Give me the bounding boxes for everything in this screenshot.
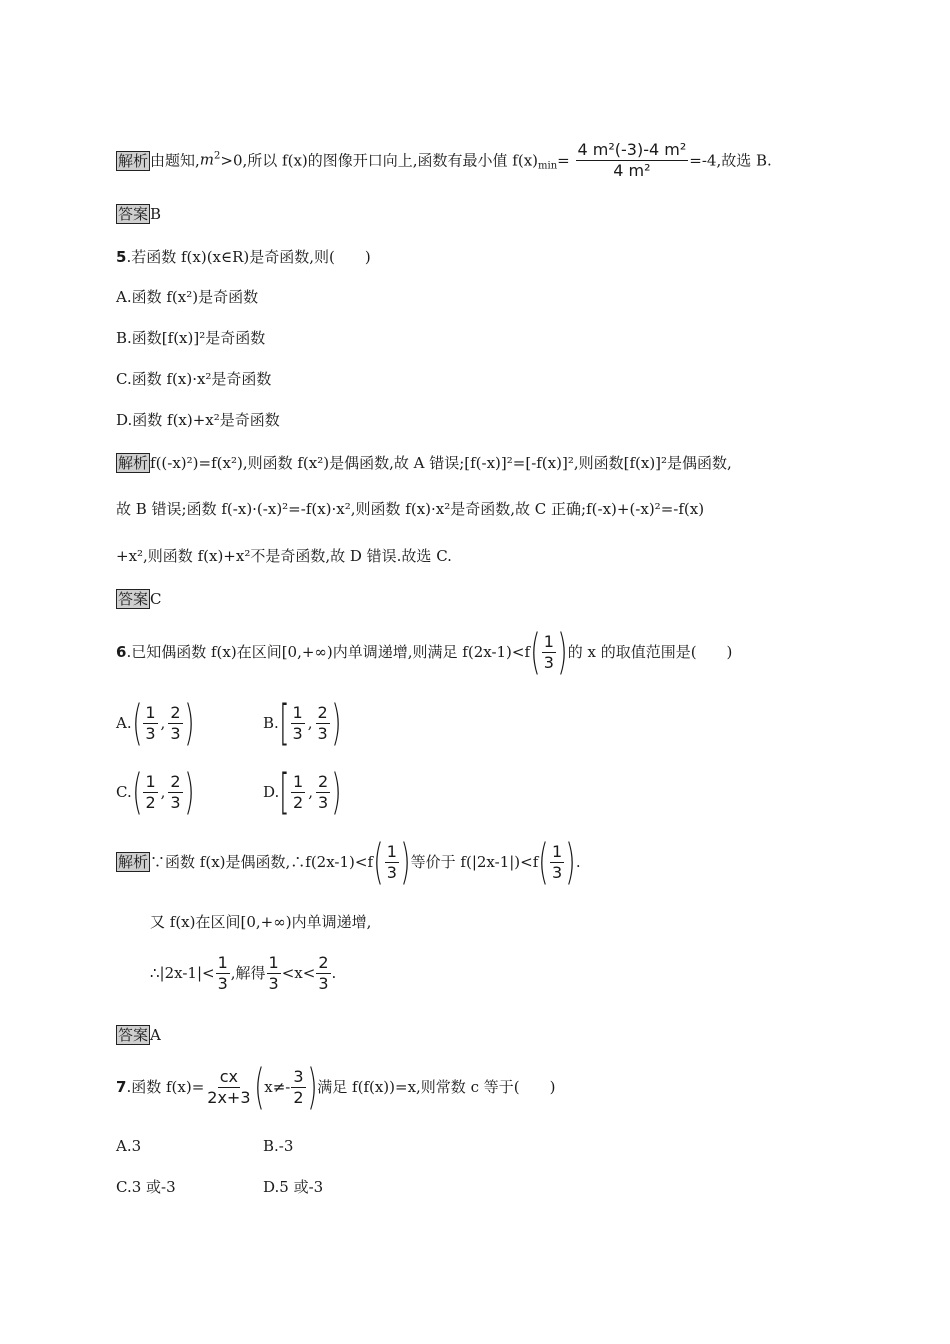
denominator: 3 — [268, 973, 279, 993]
denominator: 3 — [543, 652, 554, 672]
fraction — [291, 1067, 305, 1108]
q6-stem-text: .已知偶函数 f(x)在区间[0,+∞)内单调递增,则满足 f(2x-1)<f — [126, 643, 531, 661]
fraction — [542, 632, 556, 673]
q6-option-c — [116, 764, 195, 820]
option-letter: D. — [263, 783, 280, 801]
paren-right: ) — [565, 834, 576, 890]
numerator: 1 — [217, 952, 228, 972]
q7-condition — [253, 1059, 318, 1115]
q4-answer: B — [150, 205, 162, 223]
q5-analysis-line-1 — [116, 452, 732, 473]
denominator: 3 — [292, 723, 303, 743]
fraction — [216, 953, 230, 994]
q4-min-subscript: min — [538, 160, 558, 172]
numerator: 1 — [268, 952, 279, 972]
paren-left: ( — [131, 764, 143, 820]
q4-analysis-text: 由题知, — [150, 151, 200, 170]
q6-stem-text-2: 的 x 的取值范围是( ) — [567, 643, 733, 661]
answer-tag: 答案 — [118, 1026, 149, 1044]
analysis-tag: 解析 — [118, 853, 149, 871]
q7-number: 7 — [116, 1078, 127, 1096]
denominator: 2 — [293, 1087, 304, 1107]
q5-answer-line — [116, 588, 162, 609]
text: <x< — [281, 964, 316, 982]
q7-option-b: B.-3 — [263, 1137, 294, 1155]
q6-option-b — [263, 695, 342, 751]
q6-analysis-line-2: 又 f(x)在区间[0,+∞)内单调递增, — [150, 913, 372, 931]
q6-one-third — [530, 624, 568, 680]
analysis-tag: 解析 — [118, 454, 149, 472]
q7-stem — [116, 1059, 556, 1115]
denominator: 2 — [293, 792, 304, 812]
q5-option-b: B.函数[f(x)]²是奇函数 — [116, 329, 266, 347]
paren-left: ( — [538, 834, 549, 890]
q4-equals: = — [557, 151, 570, 170]
q7-stem-text-2: 满足 f(f(x))=x,则常数 c 等于( ) — [317, 1078, 556, 1096]
numerator: 2 — [317, 771, 329, 791]
q4-answer-line — [116, 203, 161, 224]
numerator: 2 — [170, 702, 181, 722]
q7-option-d: D.5 或-3 — [263, 1178, 324, 1196]
denominator: 3 — [317, 723, 328, 743]
paren-right: ) — [400, 834, 411, 890]
q6-answer: A — [150, 1026, 161, 1044]
denominator: 2x+3 — [207, 1087, 251, 1107]
paren-left: ( — [253, 1059, 265, 1115]
answer-tag: 答案 — [118, 590, 149, 608]
fraction — [550, 842, 564, 883]
comma: , — [160, 714, 166, 732]
q7-option-c: C.3 或-3 — [116, 1178, 176, 1196]
numerator: 1 — [145, 771, 156, 791]
fraction — [291, 703, 305, 744]
paren-right: ) — [330, 695, 342, 751]
interval — [131, 695, 195, 751]
denominator: 3 — [386, 862, 397, 882]
q7-stem-text: .函数 f(x)= — [126, 1078, 205, 1096]
paren-right: ) — [183, 764, 195, 820]
numerator: 2 — [318, 952, 329, 972]
option-letter: C. — [116, 783, 132, 801]
q7-fraction — [205, 1067, 252, 1108]
fraction — [316, 772, 330, 813]
paren-right: ) — [331, 764, 342, 820]
comma: , — [308, 783, 313, 801]
fraction — [143, 703, 157, 744]
denominator: 3 — [170, 792, 181, 812]
q5-answer: C — [150, 590, 162, 608]
q6-answer-line — [116, 1024, 161, 1045]
q4-analysis-line: 解析 由题知$,m^2>0$,所以 f(x)的图像开口向上,函数有最小值 $f(x)_{min}=$ $\frac{\text{4 m²(-3)-4 m²}}{\text{4 m²}}$ =-4,故选 B. — [118, 140, 772, 180]
answer-tag: 答案 — [118, 205, 149, 223]
comma: , — [160, 783, 166, 801]
numerator: cx — [219, 1066, 239, 1086]
paren-right: ) — [306, 1059, 318, 1115]
analysis-tag: 解析 — [118, 151, 149, 170]
q6-analysis-line-1 — [116, 834, 581, 890]
paren-left: ( — [373, 834, 384, 890]
numerator: 1 — [386, 841, 397, 861]
numerator: 1 — [145, 702, 156, 722]
numerator: 2 — [317, 702, 328, 722]
q6-analysis-text-2: 等价于 f(|2x-1|)<f — [410, 853, 539, 871]
q6-one-third — [373, 834, 411, 890]
q4-analysis-text2: >0,所以 f(x)的图像开口向上,函数有最小值 f(x) — [220, 151, 539, 170]
denominator: 2 — [145, 792, 156, 812]
q5-option-a: A.函数 f(x²)是奇函数 — [116, 288, 259, 306]
numerator: 3 — [293, 1066, 304, 1086]
q4-fraction-numerator: 4 m²(-3)-4 m² — [577, 140, 687, 159]
interval — [279, 695, 342, 751]
q5-number: 5 — [116, 248, 127, 266]
q4-m: m — [199, 150, 215, 169]
q5-analysis-text-1: f((-x)²)=f(x²),则函数 f(x²)是偶函数,故 A 错误;[f(-x)]²=[-f(x)]²,则函数[f(x)]²是偶函数, — [150, 454, 732, 472]
q4-analysis-end: =-4,故选 B. — [689, 151, 772, 170]
q6-analysis-text-1: ∵函数 f(x)是偶函数,∴f(2x-1)<f — [150, 853, 373, 871]
numerator: 1 — [552, 841, 563, 861]
denominator: 3 — [217, 973, 228, 993]
q6-option-a — [116, 695, 195, 751]
q5-option-c: C.函数 f(x)·x²是奇函数 — [116, 370, 272, 388]
q5-stem-text: .若函数 f(x)(x∈R)是奇函数,则( ) — [126, 248, 371, 266]
q6-number: 6 — [116, 643, 127, 661]
q7-option-a: A.3 — [116, 1137, 142, 1155]
paren-right: ) — [557, 624, 568, 680]
fraction — [385, 842, 399, 883]
fraction — [291, 772, 305, 813]
fraction — [168, 772, 182, 813]
q5-analysis-line-3: +x²,则函数 f(x)+x²不是奇函数,故 D 错误.故选 C. — [116, 547, 452, 565]
q5-option-d: D.函数 f(x)+x²是奇函数 — [116, 411, 280, 429]
q6-option-d — [263, 764, 342, 820]
fraction — [168, 703, 182, 744]
q6-one-third — [538, 834, 576, 890]
option-letter: B. — [263, 714, 279, 732]
denominator: 3 — [170, 723, 181, 743]
fraction — [316, 953, 330, 994]
q4-fraction — [576, 140, 689, 181]
q5-stem — [116, 246, 371, 267]
period: . — [575, 853, 581, 871]
denominator: 3 — [317, 792, 329, 812]
fraction — [316, 703, 330, 744]
fraction — [143, 772, 157, 813]
option-letter: A. — [116, 714, 132, 732]
condition-text: x≠- — [264, 1078, 291, 1096]
bracket-left: [ — [279, 695, 290, 751]
numerator: 1 — [293, 771, 304, 791]
q6-analysis-line-3 — [150, 950, 336, 996]
q5-analysis-line-2: 故 B 错误;函数 f(-x)·(-x)²=-f(x)·x²,则函数 f(x)·x²是奇函数,故 C 正确;f(-x)+(-x)²=-f(x) — [116, 500, 705, 518]
text: ,解得 — [230, 964, 266, 982]
period: . — [331, 964, 337, 982]
text: ∴|2x-1|< — [150, 964, 215, 982]
denominator: 3 — [552, 862, 563, 882]
paren-left: ( — [131, 695, 143, 751]
numerator: 2 — [170, 771, 181, 791]
bracket-left: [ — [279, 764, 290, 820]
paren-left: ( — [530, 624, 541, 680]
interval — [131, 764, 195, 820]
numerator: 1 — [543, 631, 554, 651]
q4-fraction-denominator: 4 m² — [613, 161, 651, 180]
denominator: 3 — [145, 723, 156, 743]
numerator: 1 — [292, 702, 303, 722]
denominator: 3 — [318, 973, 329, 993]
q6-stem — [116, 624, 733, 680]
comma: , — [307, 714, 313, 732]
fraction — [267, 953, 281, 994]
interval — [279, 764, 342, 820]
paren-right: ) — [183, 695, 195, 751]
